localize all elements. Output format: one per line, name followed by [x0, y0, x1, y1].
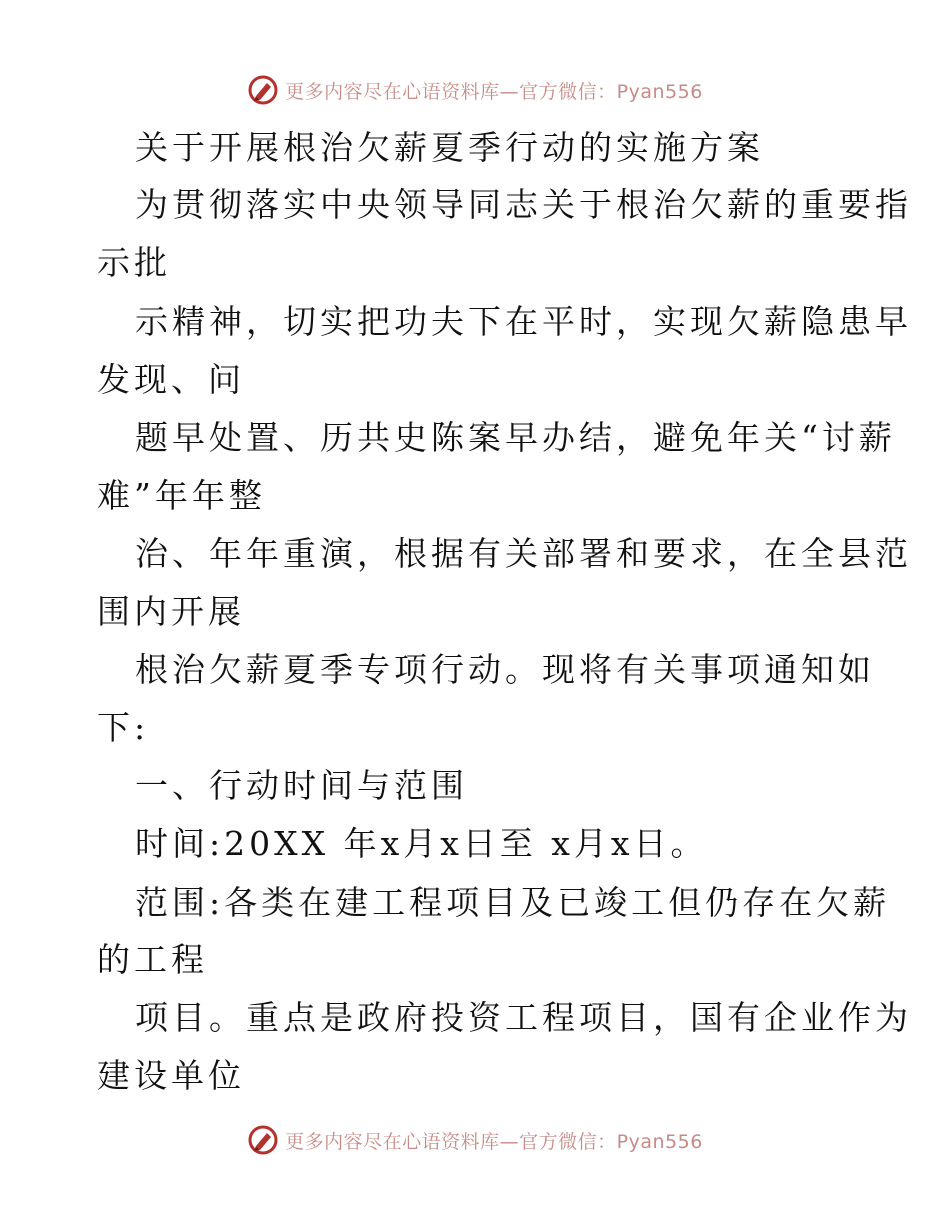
paragraph-line: 时间:20XX 年x月x日至 x月x日。 [135, 824, 708, 863]
document-title: 关于开展根治欠薪夏季行动的实施方案 [135, 128, 764, 167]
watermark-text: 更多内容尽在心语资料库—官方微信：Pyan556 [285, 80, 703, 103]
pen-logo-icon [247, 74, 279, 106]
paragraph-line: 发现、问 [97, 360, 245, 399]
paragraph-line: 题早处置、历共史陈案早办结，避免年关“讨薪 [135, 418, 896, 457]
paragraph-line: 根治欠薪夏季专项行动。现将有关事项通知如 [135, 650, 875, 689]
pen-logo-icon [247, 1124, 279, 1156]
paragraph-line: 示精神，切实把功夫下在平时，实现欠薪隐患早 [135, 302, 912, 341]
paragraph-line: 下: [97, 708, 150, 747]
paragraph-line: 难”年年整 [97, 476, 266, 515]
paragraph-line: 的工程 [97, 940, 208, 979]
paragraph-line: 治、年年重演，根据有关部署和要求，在全县范 [135, 534, 912, 573]
section-heading: 一、行动时间与范围 [135, 766, 468, 805]
paragraph-line: 建设单位 [97, 1056, 245, 1095]
paragraph-line: 示批 [97, 243, 171, 282]
paragraph-line: 项目。重点是政府投资工程项目，国有企业作为 [135, 998, 912, 1037]
watermark-header [0, 70, 950, 110]
watermark-text: 更多内容尽在心语资料库—官方微信：Pyan556 [285, 1130, 703, 1153]
paragraph-line: 围内开展 [97, 592, 245, 631]
paragraph-line: 为贯彻落实中央领导同志关于根治欠薪的重要指 [135, 185, 912, 224]
paragraph-line: 范围:各类在建工程项目及已竣工但仍存在欠薪 [135, 883, 891, 922]
watermark-footer [0, 1120, 950, 1160]
